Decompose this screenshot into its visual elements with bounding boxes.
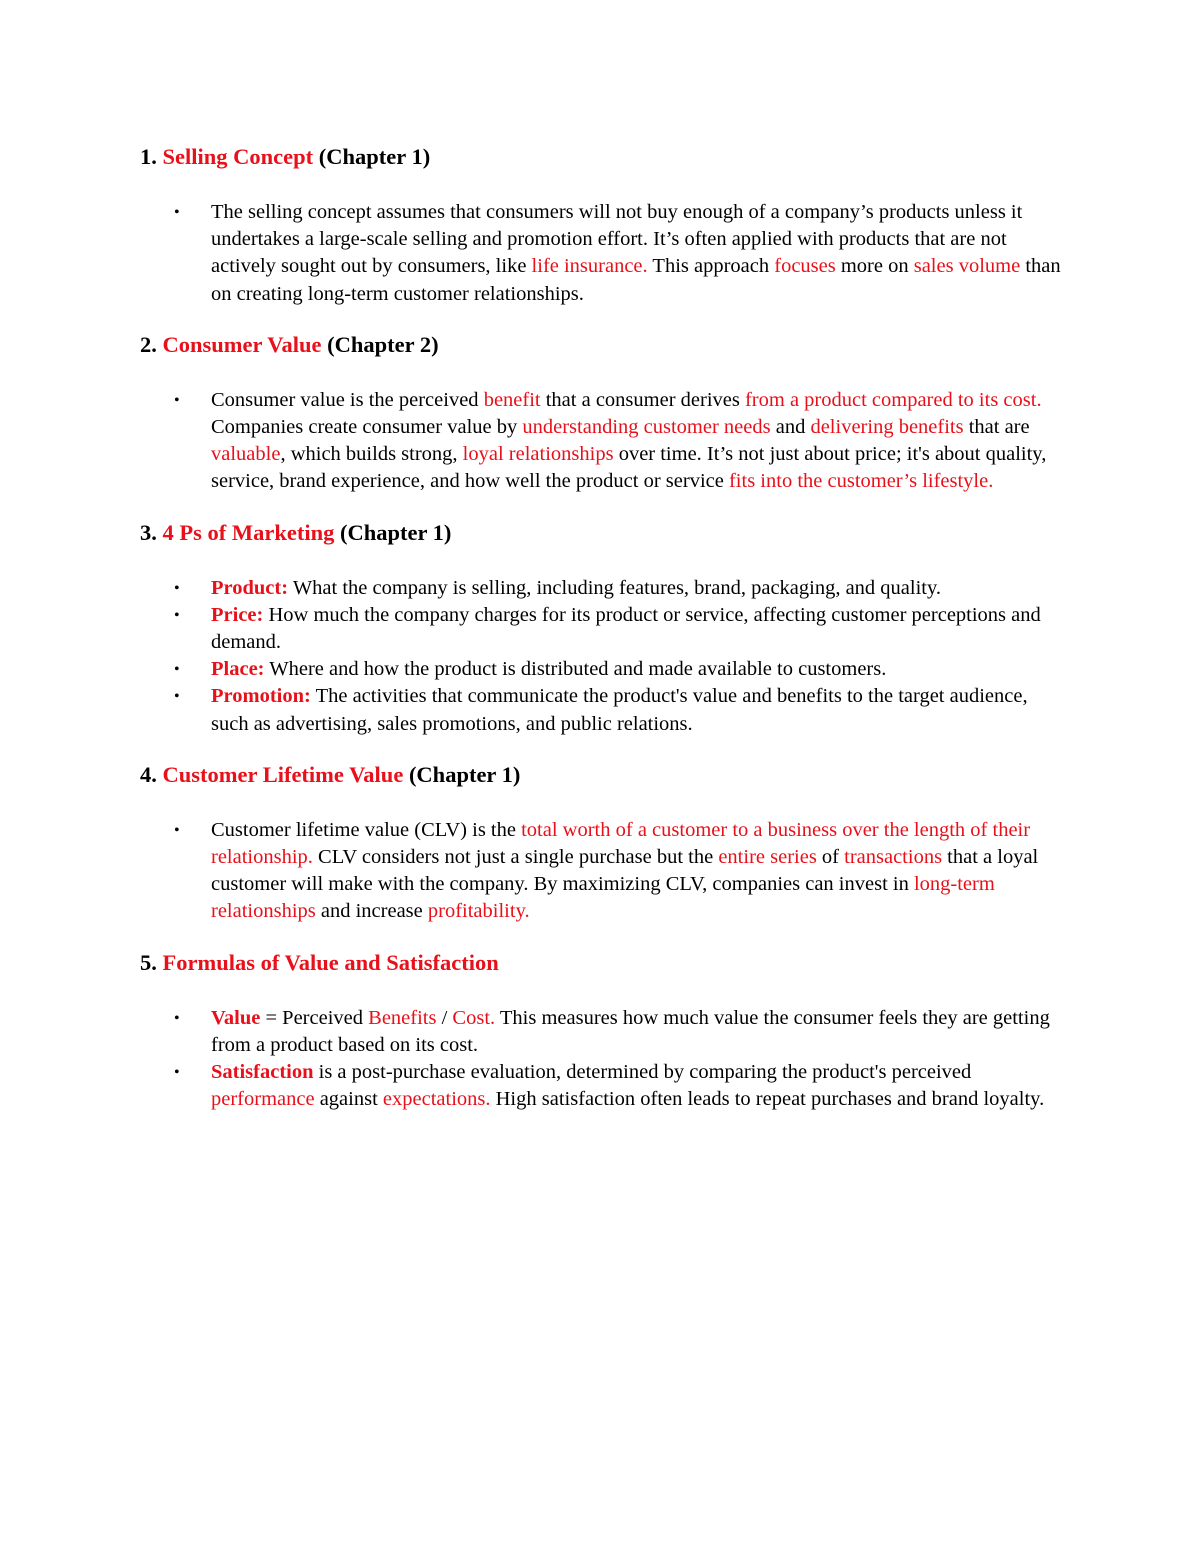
body-text: How much the company charges for its product or service, affecting customer perceptions and demand. (211, 603, 1041, 654)
section-1 (140, 142, 1070, 308)
body-text: CLV considers not just a single purchase but the (312, 846, 719, 869)
body-text: Consumer value is the perceived (211, 388, 484, 411)
section-heading (140, 518, 1070, 548)
bullet-icon: • (174, 661, 180, 679)
document-body (140, 142, 1070, 1113)
section-2 (140, 330, 1070, 496)
highlighted-term: delivering benefits (810, 416, 964, 439)
highlighted-term: sales volume (913, 255, 1021, 278)
section-chapter: (Chapter 2) (327, 331, 439, 357)
bullet-icon: • (174, 579, 180, 597)
bullet-list (140, 387, 1070, 496)
section-heading (140, 330, 1070, 360)
highlighted-term: Benefits (368, 1006, 437, 1029)
body-text: that are (963, 416, 1030, 439)
highlighted-term: profitability. (427, 900, 530, 923)
highlighted-term: expectations. (382, 1088, 491, 1111)
list-item (140, 199, 1070, 308)
highlighted-term: transactions (844, 846, 943, 869)
body-text: The activities that communicate the product's value and benefits to the target audience, such as advertising, sales promotions, and public relations. (211, 685, 1028, 735)
bullet-icon: • (174, 688, 180, 706)
body-text: Customer lifetime value (CLV) is the (211, 818, 522, 841)
body-text: Companies create consumer value by (211, 416, 523, 439)
body-text: / (436, 1006, 453, 1029)
bullet-list (140, 817, 1070, 926)
section-number: 4. (140, 761, 157, 787)
section-title: Consumer Value (162, 331, 322, 357)
section-chapter: (Chapter 1) (318, 144, 431, 169)
section-5 (140, 948, 1070, 1114)
highlighted-term: fits into the customer’s lifestyle. (728, 470, 994, 493)
body-text: and (770, 416, 811, 439)
body-text: against (314, 1088, 383, 1111)
highlighted-term: total worth of a customer to a business over the length of their relationship. (211, 818, 1031, 869)
body-text: that a consumer derives (540, 388, 745, 411)
body-text: Where and how the product is distributed and made available to customers. (264, 658, 887, 681)
section-title: Formulas of Value and Satisfaction (162, 949, 499, 975)
highlighted-term: performance (211, 1088, 315, 1111)
list-item (140, 575, 1070, 602)
highlighted-term: Satisfaction (211, 1061, 314, 1084)
highlighted-term: benefit (483, 388, 541, 411)
body-text: , which builds strong, (280, 443, 463, 466)
list-item (140, 817, 1070, 926)
bullet-icon: • (174, 204, 180, 221)
section-heading (140, 948, 1070, 978)
body-text: than on creating long-term customer relationships. (211, 255, 1061, 305)
body-text: over time. It’s not just about price; it's about quality, service, brand experience, and how well the product or service (211, 443, 1047, 493)
body-text: What the company is selling, including features, brand, packaging, and quality. (288, 576, 942, 599)
body-text: more on (835, 255, 914, 278)
section-4 (140, 760, 1070, 926)
body-text: This measures how much value the consumer feels they are getting from a product based on its cost. (211, 1006, 1050, 1056)
bullet-list (140, 1005, 1070, 1114)
section-number: 5. (140, 949, 157, 975)
body-text: The selling concept assumes that consumers will not buy enough of a company’s products unless it undertakes a large-scale selling and promotion effort. It’s often applied with products that are not actively sought out by consumers, like (211, 201, 1023, 278)
section-heading (140, 142, 1070, 172)
highlighted-term: from a product compared to its cost. (744, 388, 1042, 411)
list-item (140, 683, 1070, 737)
section-heading (140, 760, 1070, 790)
highlighted-term: life insurance. (531, 255, 648, 278)
bullet-icon: • (174, 821, 180, 839)
bullet-list (140, 575, 1070, 738)
list-item (140, 1059, 1070, 1113)
bullet-icon: • (174, 1064, 180, 1082)
section-chapter: (Chapter 1) (339, 519, 452, 545)
highlighted-term: entire series (718, 846, 817, 869)
section-title: 4 Ps of Marketing (162, 519, 335, 545)
section-title: Selling Concept (162, 144, 314, 169)
highlighted-term: Value (211, 1006, 261, 1029)
list-item (140, 602, 1070, 656)
list-item (140, 656, 1070, 683)
highlighted-term: Place: (211, 658, 265, 681)
body-text: that a loyal customer will make with the company. By maximizing CLV, companies can invest in (211, 846, 1039, 896)
section-title: Customer Lifetime Value (162, 761, 404, 787)
section-chapter: (Chapter 1) (408, 761, 521, 787)
body-text: is a post-purchase evaluation, determined by comparing the product's perceived (313, 1061, 972, 1084)
body-text: and increase (315, 900, 428, 923)
highlighted-term: Product: (211, 576, 289, 599)
body-text: of (816, 846, 845, 869)
body-text: High satisfaction often leads to repeat purchases and brand loyalty. (490, 1088, 1045, 1111)
section-3 (140, 518, 1070, 738)
section-number: 3. (140, 519, 157, 545)
highlighted-term: Cost. (452, 1006, 496, 1029)
highlighted-term: focuses (774, 255, 836, 278)
highlighted-term: valuable (211, 443, 281, 466)
bullet-icon: • (174, 1009, 180, 1027)
list-item (140, 1005, 1070, 1059)
section-number: 2. (140, 331, 157, 357)
bullet-icon: • (174, 606, 180, 624)
bullet-icon: • (174, 391, 180, 409)
highlighted-term: understanding customer needs (522, 416, 771, 439)
list-item (140, 387, 1070, 496)
highlighted-term: Price: (211, 603, 264, 626)
highlighted-term: loyal relationships (462, 443, 614, 466)
bullet-list (140, 199, 1070, 308)
highlighted-term: long-term relationships (211, 873, 995, 923)
highlighted-term: Promotion: (211, 685, 311, 708)
section-number: 1. (140, 144, 157, 169)
body-text: = Perceived (260, 1006, 369, 1029)
body-text: This approach (647, 255, 775, 278)
